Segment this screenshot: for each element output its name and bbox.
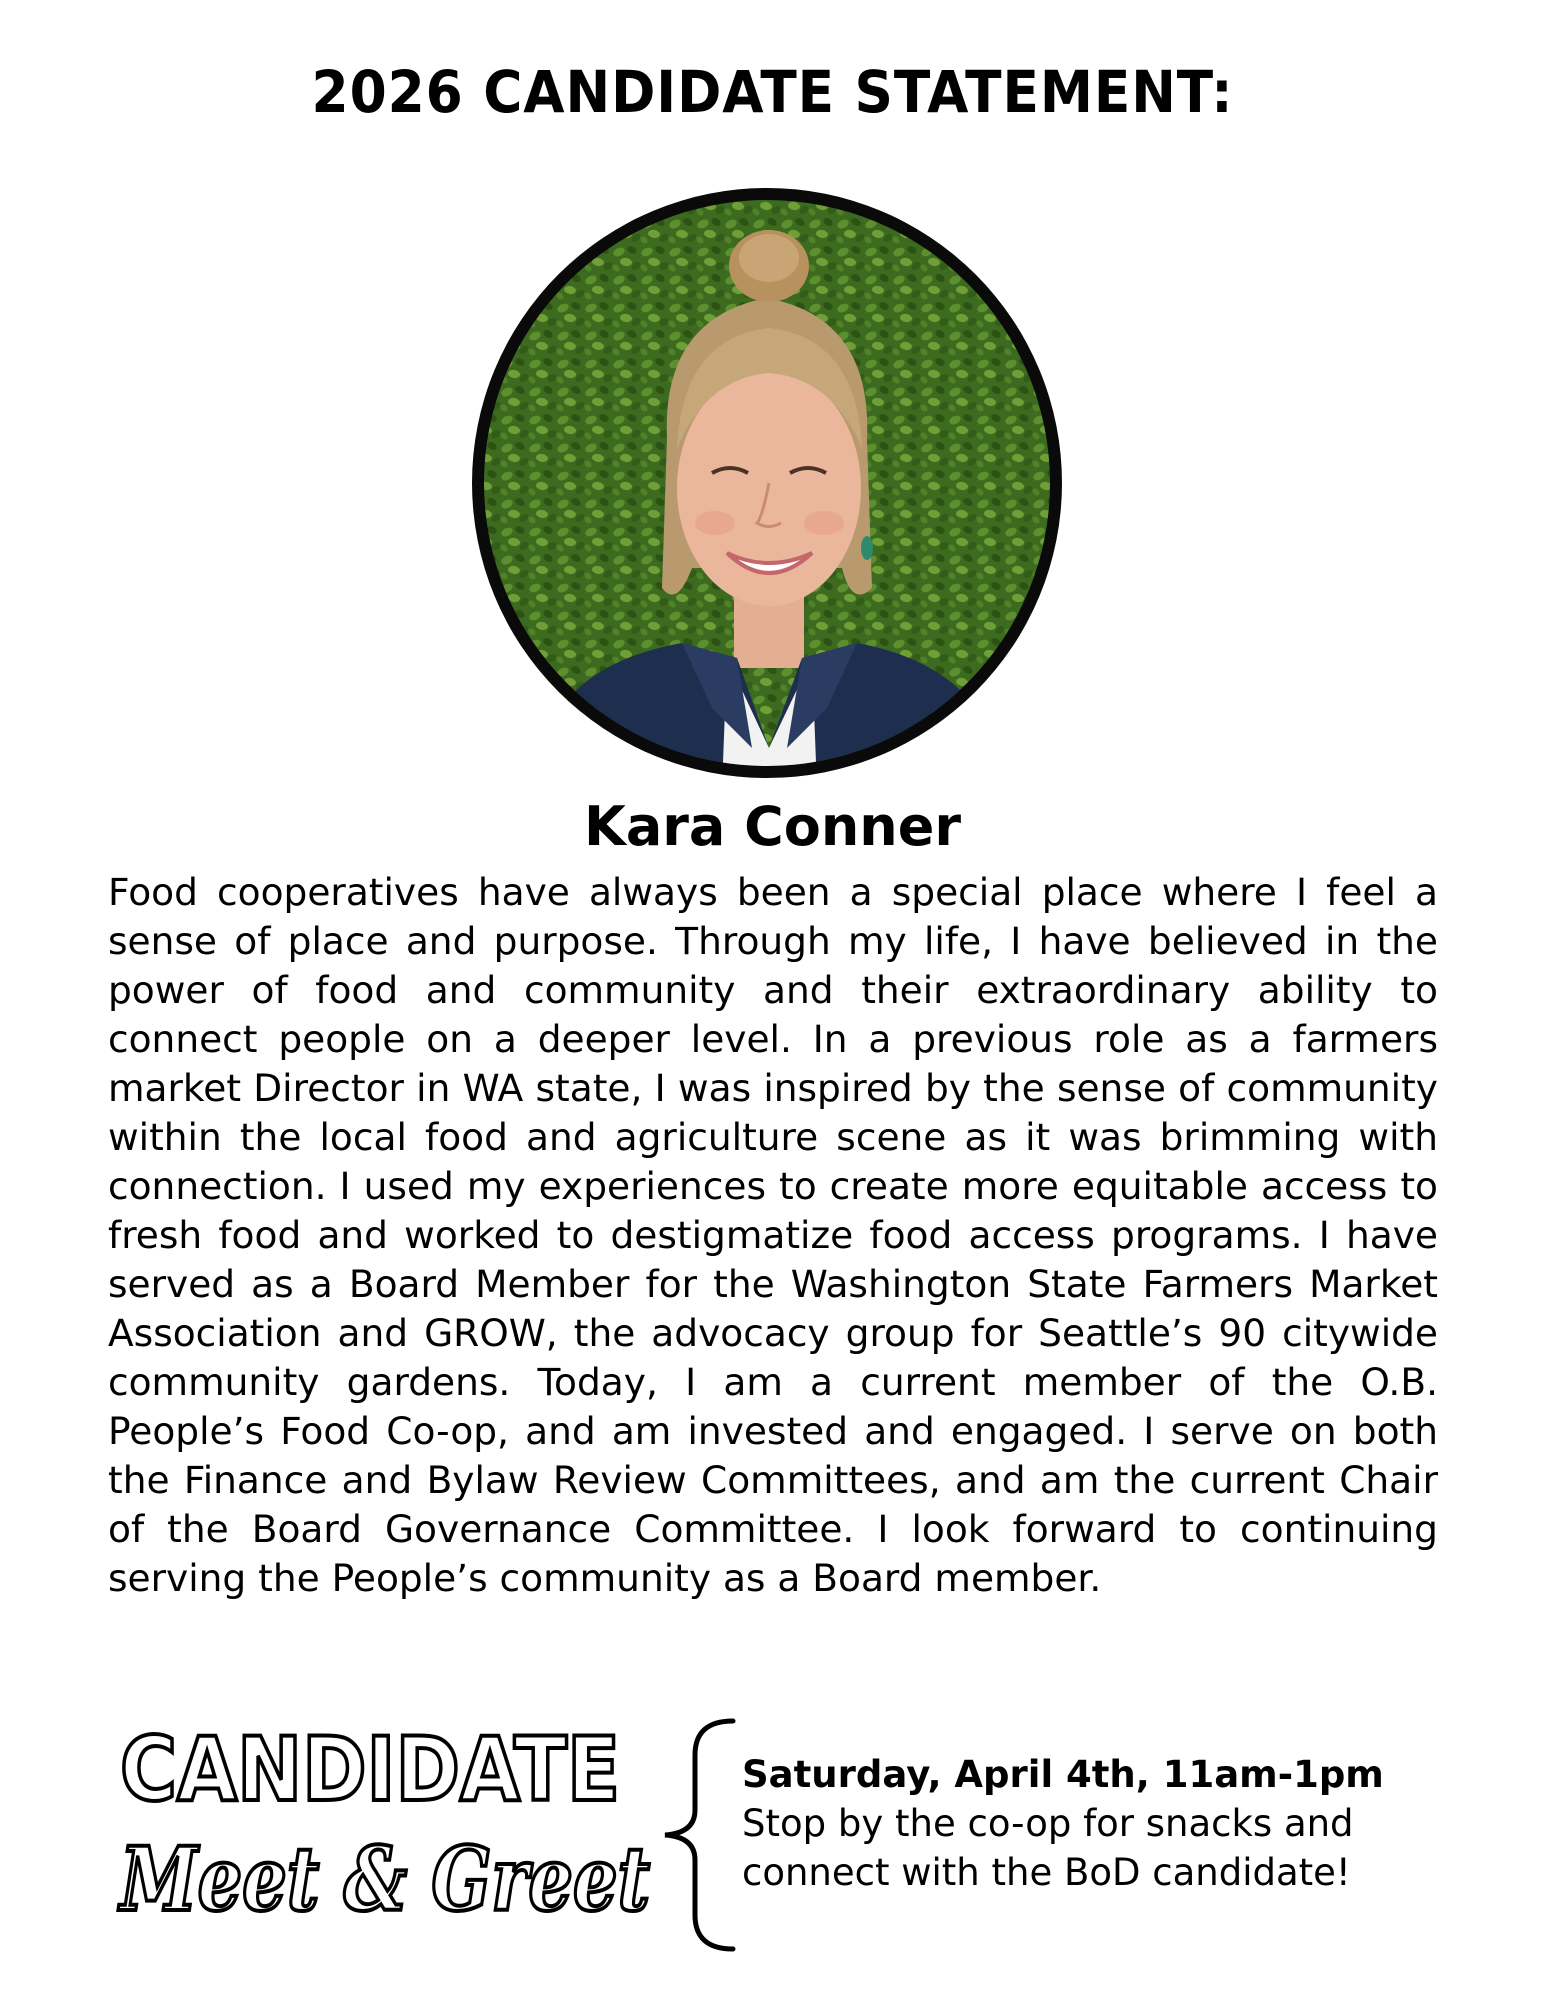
candidate-portrait-image — [472, 188, 1062, 778]
page-title: 2026 CANDIDATE STATEMENT: — [311, 58, 1234, 126]
event-description: Stop by the co-op for snacks and connect with the BoD candidate! — [742, 1802, 1354, 1894]
meet-greet-title-line2: Meet & Greet — [117, 1827, 650, 1931]
event-date-time: Saturday, April 4th, 11am-1pm — [742, 1753, 1384, 1796]
candidate-name: Kara Conner — [583, 795, 962, 858]
curly-brace-icon — [655, 1715, 745, 1955]
candidate-statement: Food cooperatives have always been a special place where I feel a sense of place and purpose. Through my life, I have believed in the power of food and community and their extraordinary ability to connect people on a deeper level. In a previous role as a farmers market Director in WA state, I was inspired by the sense of community within the local food and agriculture scene as it was brimming with connection. I used my experiences to create more equitable access to fresh food and worked to destigmatize food access programs. I have served as a Board Member for the Washington State Farmers Market Association and GROW, the advocacy group for Seattle’s 90 citywide community gardens. Today, I am a current member of the O.B. People’s Food Co-op, and am invested and engaged. I serve on both the Finance and Bylaw Review Committees, and am the current Chair of the Board Governance Committee. I look forward to continuing serving the People’s community as a Board member. — [108, 870, 1438, 1600]
meet-greet-title-line1: CANDIDATE — [120, 1718, 620, 1821]
event-details — [742, 1750, 1442, 1897]
candidate-photo — [472, 188, 1062, 778]
meet-greet-title — [108, 1700, 668, 1940]
